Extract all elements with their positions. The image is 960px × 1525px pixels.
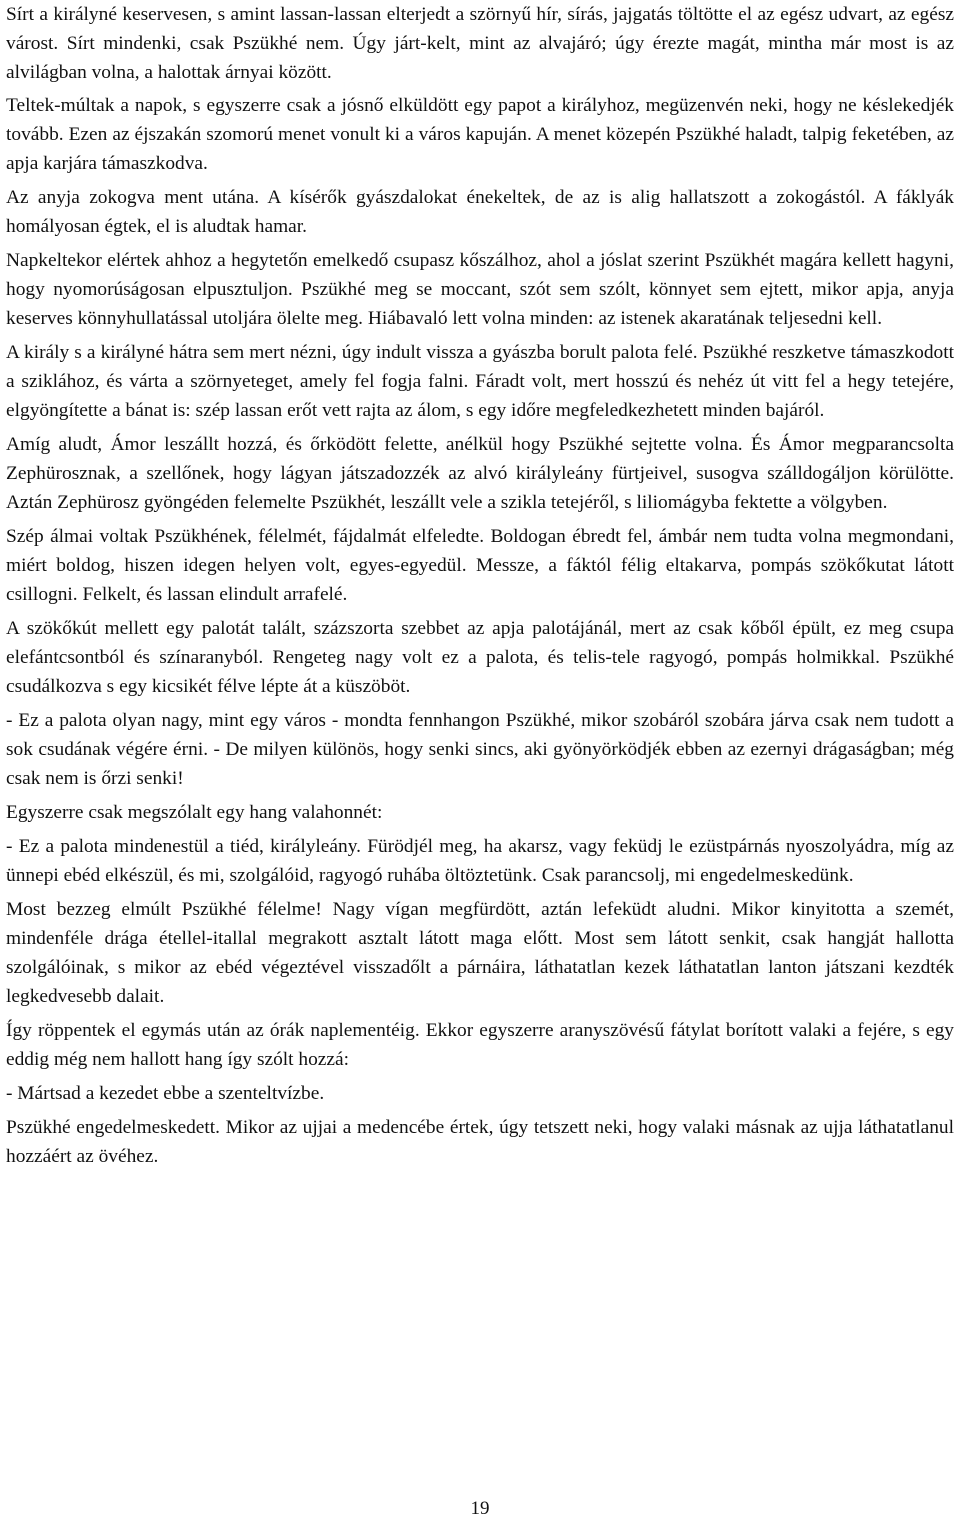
paragraph-12: Most bezzeg elmúlt Pszükhé félelme! Nagy vígan megfürdött, aztán lefeküdt aludni. Mikor kinyitotta a szemét, mindenféle drága étellel-itallal megrakott asztalt látott maga előtt. Most sem látott senkit, csak hangját hallotta szolgálóinak, s mikor az ebéd végeztével visszadőlt a párnáira, láthatatlan kezek láthatatlan lanton játszani kezdték legkedvesebb dalait.: [6, 899, 954, 1007]
document-page: [6, 0, 954, 1171]
paragraph-4: Napkeltekor elértek ahhoz a hegytetőn emelkedő csupasz kőszálhoz, ahol a jóslat szerint Pszükhét magára kellett hagyni, hogy nyomorúságosan elpusztuljon. Pszükhé meg se moccant, szót sem szólt, könnyet sem ejtett, mikor apja, anyja keserves könnyhullatással utoljára ölelte meg. Hiábavaló lett volna minden: az istenek akaratának teljesedni kell.: [6, 250, 954, 329]
paragraph-11: - Ez a palota mindenestül a tiéd, királyleány. Fürödjél meg, ha akarsz, vagy feküdj le ezüstpárnás nyoszolyádra, míg az ünnepi ebéd elkészül, és mi, szolgálóid, ragyogó ruhába öltöztetünk. Csak parancsolj, mi engedelmeskedünk.: [6, 836, 954, 886]
paragraph-6: Amíg aludt, Ámor leszállt hozzá, és őrködött felette, anélkül hogy Pszükhé sejtette volna. És Ámor megparancsolta Zephürosznak, a szellőnek, hogy lágyan játszadozzék az alvó királyleány fürtjeivel, susogva szálldogáljon körülötte. Aztán Zephürosz gyöngéden felemelte Pszükhét, leszállt vele a szikla tetejéről, s liliomágyba fektette a völgyben.: [6, 434, 954, 513]
paragraph-15: Pszükhé engedelmeskedett. Mikor az ujjai a medencébe értek, úgy tetszett neki, hogy valaki másnak az ujja láthatatlanul hozzáért az övéhez.: [6, 1117, 954, 1167]
paragraph-10: Egyszerre csak megszólalt egy hang valahonnét:: [6, 802, 383, 823]
paragraph-3: Az anyja zokogva ment utána. A kísérők gyászdalokat énekeltek, de az is alig hallatszott a zokogástól. A fáklyák homályosan égtek, el is aludtak hamar.: [6, 187, 954, 237]
paragraph-8: A szökőkút mellett egy palotát talált, százszorta szebbet az apja palotájánál, mert az csak kőből épült, ez meg csupa elefántcsontból és színaranyból. Rengeteg nagy volt ez a palota, és telis-tele ragyogó, pompás holmikkal. Pszükhé csudálkozva s egy kicsikét félve lépte át a küszöböt.: [6, 618, 954, 697]
paragraph-9: - Ez a palota olyan nagy, mint egy város - mondta fennhangon Pszükhé, mikor szobáról szobára járva csak nem tudott a sok csudának végére érni. - De milyen különös, hogy senki sincs, aki gyönyörködjék ebben az ezernyi drágaságban; még csak nem is őrzi senki!: [6, 710, 954, 789]
paragraph-5: A király s a királyné hátra sem mert nézni, úgy indult vissza a gyászba borult palota felé. Pszükhé reszketve támaszkodott a sziklához, és várta a szörnyeteget, amely fel fogja falni. Fáradt volt, mert hosszú és nehéz út vitt fel a hegy tetejére, elgyöngítette a bánat is: szép lassan erőt vett rajta az álom, s egy időre megfeledkezhetett minden bajáról.: [6, 342, 954, 421]
paragraph-2: Teltek-múltak a napok, s egyszerre csak a jósnő elküldött egy papot a királyhoz, megüzenvén neki, hogy ne késlekedjék tovább. Ezen az éjszakán szomorú menet vonult ki a város kapuján. A menet közepén Pszükhé haladt, talpig feketében, az apja karjára támaszkodva.: [6, 95, 954, 174]
paragraph-7: Szép álmai voltak Pszükhének, félelmét, fájdalmát elfeledte. Boldogan ébredt fel, ámbár nem tudta volna megmondani, miért boldog, hiszen idegen helyen volt, egyes-egyedül. Messze, a fáktól félig eltakarva, pompás szökőkutat látott csillogni. Felkelt, és lassan elindult arrafelé.: [6, 526, 954, 605]
paragraph-13: Így röppentek el egymás után az órák naplementéig. Ekkor egyszerre aranyszövésű fátylat borított valaki a fejére, s egy eddig még nem hallott hang így szólt hozzá:: [6, 1020, 954, 1070]
page-number: 19: [470, 1498, 490, 1519]
paragraph-1: Sírt a királyné keservesen, s amint lassan-lassan elterjedt a szörnyű hír, sírás, jajgatás töltötte el az egész udvart, az egész várost. Sírt mindenki, csak Pszükhé nem. Úgy járt-kelt, mint az alvajáró; úgy érezte magát, mintha már most is az alvilágban volna, a halottak árnyai között.: [6, 4, 954, 83]
paragraph-14: - Mártsad a kezedet ebbe a szenteltvízbe.: [6, 1083, 325, 1104]
